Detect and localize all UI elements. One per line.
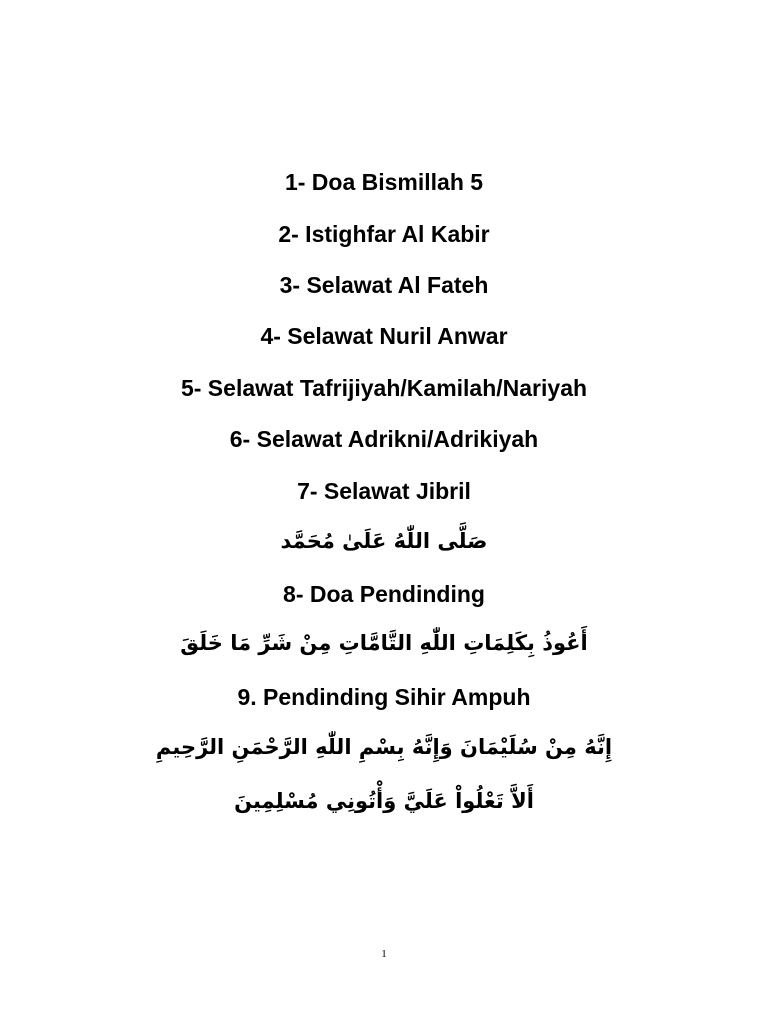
item-7-arabic-text: صَلَّى اللّٰهُ عَلَىٰ مُحَمَّد [280, 529, 488, 553]
item-6-heading: 6- Selawat Adrikni/Adrikiyah [229, 426, 539, 452]
item-7-heading: 7- Selawat Jibril [297, 478, 471, 504]
item-9-heading: 9. Pendinding Sihir Ampuh [237, 684, 531, 710]
item-9-arabic-line-2: أَلاَّ تَعْلُواْ عَلَيَّ وَأْتُونِي مُسْلِمِينَ [234, 789, 534, 813]
item-2-heading: 2- Istighfar Al Kabir [278, 221, 490, 247]
item-8-heading: 8- Doa Pendinding [283, 581, 485, 607]
item-9-arabic-line-1: إِنَّهُ مِنْ سُلَيْمَانَ وَإِنَّهُ بِسْمِ اللّٰهِ الرَّحْمَنِ الرَّحِيمِ [155, 735, 613, 759]
item-5-heading: 5- Selawat Tafrijiyah/Kamilah/Nariyah [180, 375, 588, 401]
item-3-heading: 3- Selawat Al Fateh [279, 272, 489, 298]
page-number: 1 [381, 948, 387, 960]
item-8-arabic-text: أَعُوذُ بِكَلِمَاتِ اللّٰهِ التَّامَّاتِ مِنْ شَرِّ مَا خَلَقَ [180, 631, 588, 655]
item-4-heading: 4- Selawat Nuril Anwar [260, 323, 508, 349]
item-1-heading: 1- Doa Bismillah 5 [284, 169, 484, 195]
